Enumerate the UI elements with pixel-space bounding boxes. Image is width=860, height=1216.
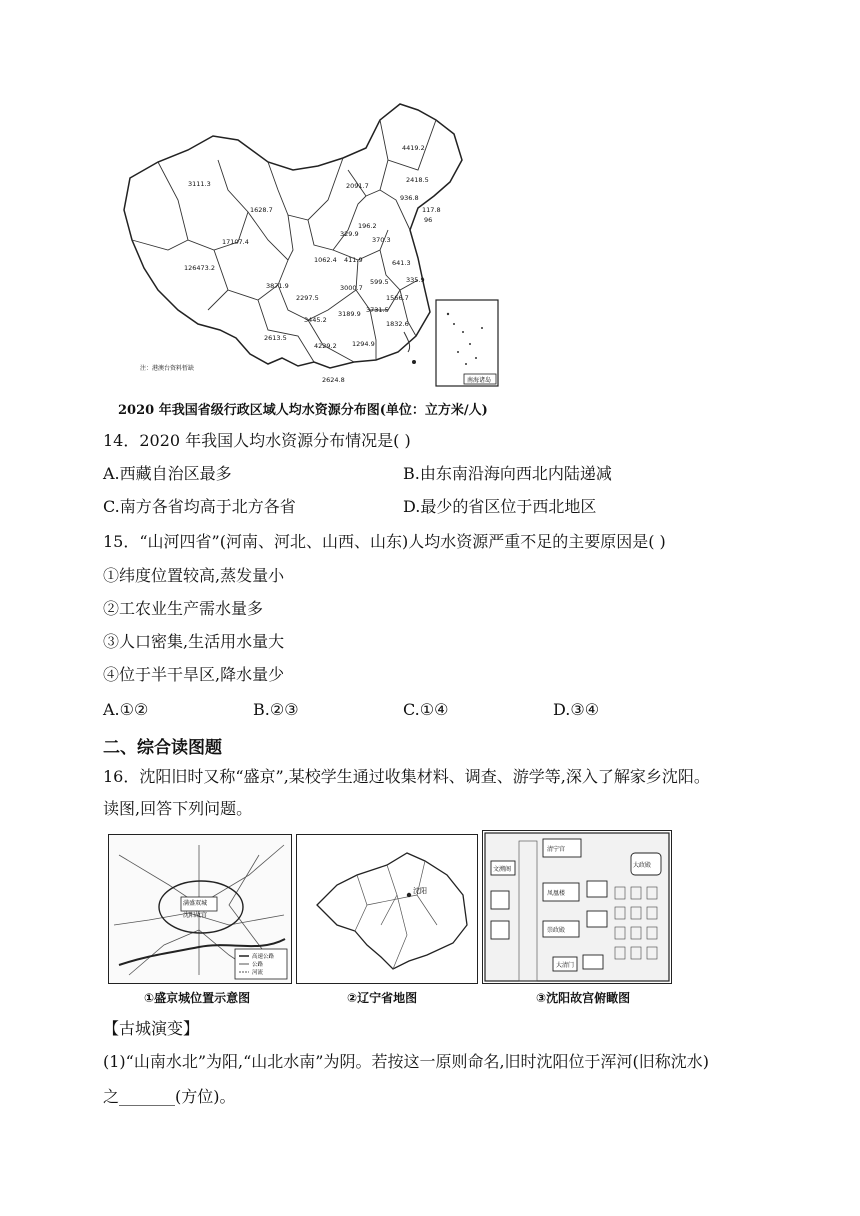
map-value: 641.3 <box>392 259 411 267</box>
q15-stem: 15．“山河四省”(河南、河北、山西、山东)人均水资源严重不足的主要原因是( ) <box>103 532 666 551</box>
q16-sub1-line1: (1)“山南水北”为阳,“山北水南”为阴。若按这一原则命名,旧时沈阳位于浑河(旧称沈水) <box>103 1052 710 1071</box>
fig1-label: 满盛双城 <box>183 900 208 907</box>
map-value: 3000.7 <box>340 284 363 292</box>
map-value: 599.5 <box>370 278 389 286</box>
china-water-map <box>118 100 504 390</box>
q14-option-b[interactable]: B.由东南沿海向西北内陆递减 <box>403 464 612 483</box>
q15-option-a[interactable]: A.①② <box>103 700 149 719</box>
palace-label: 凤凰楼 <box>547 890 566 897</box>
subsection-title: 【古城演变】 <box>103 1019 200 1038</box>
figure-shengjing-location <box>108 834 292 984</box>
palace-label: 清宁宫 <box>547 846 566 853</box>
palace-label: 崇政殿 <box>547 927 566 934</box>
palace-label: 大政殿 <box>633 862 652 869</box>
section-heading: 二、综合读图题 <box>103 738 222 758</box>
map-caption: 2020 年我国省级行政区域人均水资源分布图(单位：立方米/人) <box>118 403 488 418</box>
south-china-sea-inset <box>436 300 498 386</box>
map-value: 2624.8 <box>322 376 345 384</box>
map-value: 1832.6 <box>386 320 409 328</box>
q16-intro-line1: 16．沈阳旧时又称“盛京”,某校学生通过收集材料、调查、游学等,深入了解家乡沈阳。 <box>103 767 710 786</box>
fig2-caption: ②辽宁省地图 <box>347 991 418 1005</box>
figure-palace-view <box>482 830 672 984</box>
map-value: 3111.3 <box>188 180 211 188</box>
map-value: 96 <box>424 216 433 224</box>
map-value: 335.9 <box>406 276 425 284</box>
figure-liaoning-map <box>296 834 478 984</box>
liaoning-outline <box>317 853 467 969</box>
map-value: 2418.5 <box>406 176 429 184</box>
map-value: 4229.2 <box>314 342 337 350</box>
map-value: 126473.2 <box>184 264 216 272</box>
fig2-label-shenyang: 沈阳 <box>413 887 427 895</box>
map-value: 2613.5 <box>264 334 287 342</box>
map-value: 329.9 <box>340 230 359 238</box>
palace-label: 大清门 <box>556 962 575 969</box>
map-note: 注：港澳台资料暂缺 <box>140 365 195 372</box>
q16-intro-line2: 读图,回答下列问题。 <box>103 799 253 818</box>
map-value: 3731.5 <box>366 306 389 314</box>
map-value: 117.8 <box>422 206 441 214</box>
map-value: 2297.5 <box>296 294 319 302</box>
legend-highway: 高速公路 <box>252 954 275 960</box>
legend-river: 河流 <box>252 970 264 976</box>
q15-item: ④位于半干旱区,降水量少 <box>103 665 285 684</box>
map-value: 936.8 <box>400 194 419 202</box>
map-value: 3189.9 <box>338 310 361 318</box>
map-value: 2091.7 <box>346 182 369 190</box>
q16-sub1-line2[interactable]: 之_______(方位)。 <box>103 1087 236 1106</box>
q15-option-c[interactable]: C.①④ <box>403 700 449 719</box>
china-map-svg <box>118 100 504 390</box>
q14-option-a[interactable]: A.西藏自治区最多 <box>103 464 232 483</box>
map-value: 1294.9 <box>352 340 375 348</box>
map-value: 411.9 <box>344 256 363 264</box>
map-value: 1566.7 <box>386 294 409 302</box>
map-value: 370.3 <box>372 236 391 244</box>
map-value: 1062.4 <box>314 256 337 264</box>
legend-road: 公路 <box>252 962 264 968</box>
q14-option-d[interactable]: D.最少的省区位于西北地区 <box>403 497 597 516</box>
inset-label: 南海诸岛 <box>467 377 492 384</box>
q15-item: ②工农业生产需水量多 <box>103 599 264 618</box>
palace-label: 文溯阁 <box>493 866 512 873</box>
q15-item: ③人口密集,生活用水量大 <box>103 632 285 651</box>
fig3-caption: ③沈阳故宫俯瞰图 <box>536 991 631 1005</box>
q15-option-d[interactable]: D.③④ <box>553 700 600 719</box>
q15-item: ①纬度位置较高,蒸发量小 <box>103 566 285 585</box>
map-value: 196.2 <box>358 222 377 230</box>
map-value: 1628.7 <box>250 206 273 214</box>
q15-option-b[interactable]: B.②③ <box>253 700 299 719</box>
q14-option-c[interactable]: C.南方各省均高于北方各省 <box>103 497 296 516</box>
map-value: 4419.2 <box>402 144 425 152</box>
map-value: 3445.2 <box>304 316 327 324</box>
fig1-label: 沈阳故宫 <box>183 912 208 919</box>
fig1-caption: ①盛京城位置示意图 <box>144 991 251 1005</box>
map-value: 3871.9 <box>266 282 289 290</box>
map-value: 17107.4 <box>222 238 249 246</box>
q14-stem: 14．2020 年我国人均水资源分布情况是( ) <box>103 431 411 450</box>
